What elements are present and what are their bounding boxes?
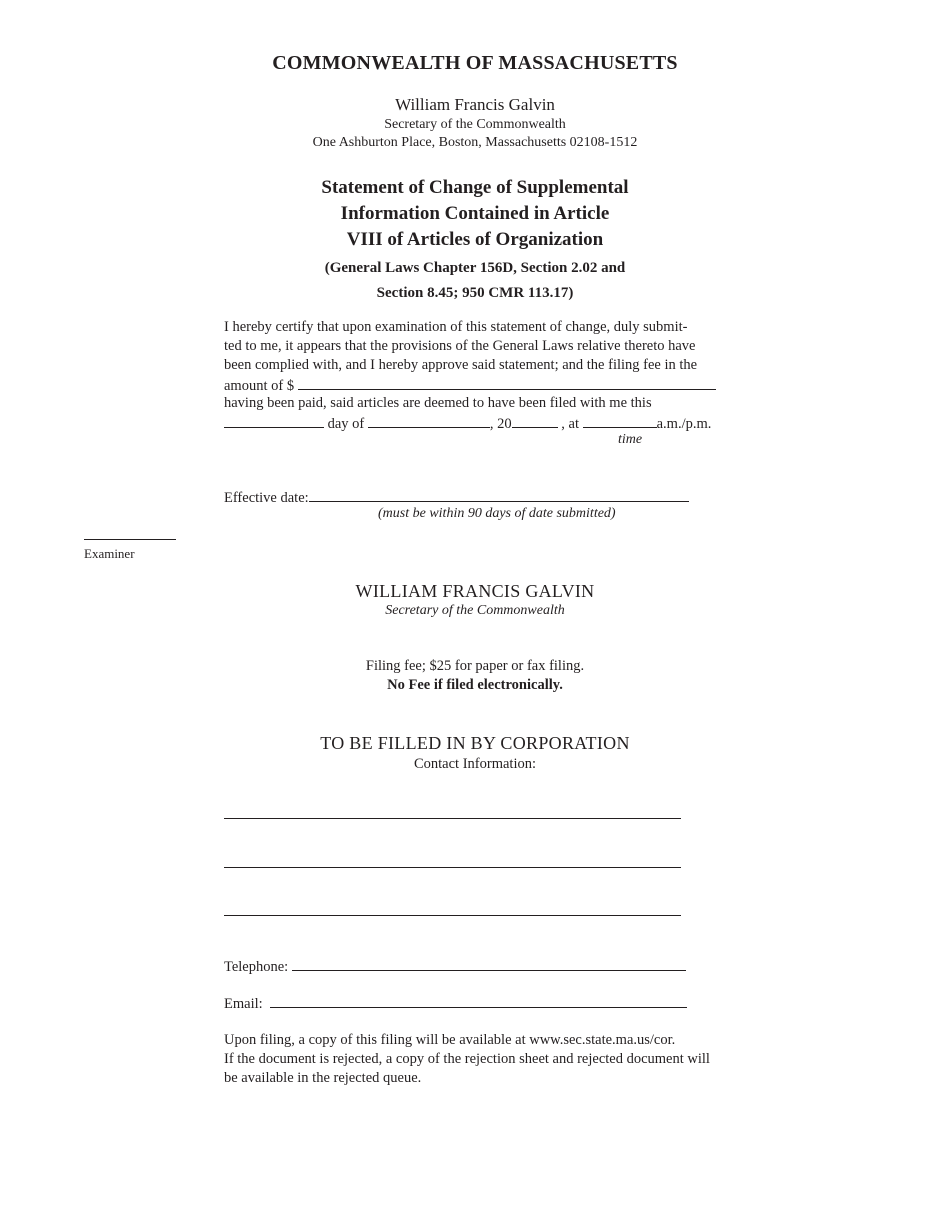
email-label: Email: (224, 996, 263, 1012)
effective-date-label: Effective date: (224, 490, 309, 506)
citation-line: (General Laws Chapter 156D, Section 2.02 and (324, 260, 626, 276)
amount-row (224, 375, 730, 394)
citation-line: Section 8.45; 950 CMR 113.17) (376, 285, 574, 301)
electronic-fee-text: No Fee if filed electronically. (387, 677, 563, 693)
form-title-line: Information Contained in Article (340, 203, 610, 224)
form-title-line: Statement of Change of Supplemental (321, 177, 629, 198)
telephone-label: Telephone: (224, 959, 289, 975)
year-field[interactable] (512, 413, 558, 428)
jurisdiction-heading: COMMONWEALTH OF MASSACHUSETTS (272, 52, 678, 74)
examiner-signature-line[interactable] (84, 539, 176, 540)
officer-address: One Ashburton Place, Boston, Massachusetts 02108-1512 (312, 135, 638, 150)
day-field[interactable] (224, 413, 324, 428)
footer-line: be available in the rejected queue. (224, 1070, 422, 1086)
footer-notice (224, 1031, 734, 1088)
officer-title: Secretary of the Commonwealth (384, 117, 566, 132)
effective-date-row (224, 487, 689, 507)
effective-date-field[interactable] (309, 487, 689, 502)
year-prefix-label: , 20 (489, 416, 512, 432)
month-field[interactable] (368, 413, 490, 428)
email-field[interactable] (270, 993, 687, 1008)
form-title-line: VIII of Articles of Organization (346, 229, 604, 250)
certification-line: I hereby certify that upon examination of this statement of change, duly submit- (224, 319, 688, 335)
amount-field[interactable] (298, 375, 716, 390)
footer-line: Upon filing, a copy of this filing will be available at www.sec.state.ma.us/cor. (224, 1032, 676, 1048)
ampm-label: a.m./p.m. (656, 416, 712, 432)
examiner-label: Examiner (84, 546, 135, 561)
telephone-row (224, 956, 686, 976)
signatory-title: Secretary of the Commonwealth (385, 603, 565, 618)
at-label: , at (561, 416, 579, 432)
corporation-heading: TO BE FILLED IN BY CORPORATION (320, 733, 630, 753)
amount-label: amount of $ (224, 378, 295, 394)
filing-date-row (224, 413, 730, 432)
contact-info-label: Contact Information: (413, 756, 536, 772)
officer-name: William Francis Galvin (395, 95, 555, 114)
certification-line: been complied with, and I hereby approve said statement; and the filing fee in the (224, 357, 698, 373)
form-citation (0, 256, 950, 306)
email-row (224, 993, 687, 1013)
contact-line-1[interactable] (224, 818, 681, 819)
filing-fee-text: Filing fee; $25 for paper or fax filing. (365, 658, 585, 674)
certification-line: ted to me, it appears that the provisions of the General Laws relative thereto have (224, 338, 696, 354)
time-field[interactable] (583, 413, 657, 428)
contact-line-3[interactable] (224, 915, 681, 916)
telephone-field[interactable] (292, 956, 686, 971)
certification-paragraph (224, 318, 730, 432)
day-of-label: day of (327, 416, 365, 432)
certification-line: having been paid, said articles are deemed to have been filed with me this (224, 395, 652, 411)
footer-line: If the document is rejected, a copy of the rejection sheet and rejected document will (224, 1051, 710, 1067)
effective-date-note: (must be within 90 days of date submitted) (378, 506, 616, 521)
time-caption: time (618, 432, 643, 447)
form-title (0, 175, 950, 253)
contact-line-2[interactable] (224, 867, 681, 868)
signatory-name: WILLIAM FRANCIS GALVIN (355, 581, 595, 601)
